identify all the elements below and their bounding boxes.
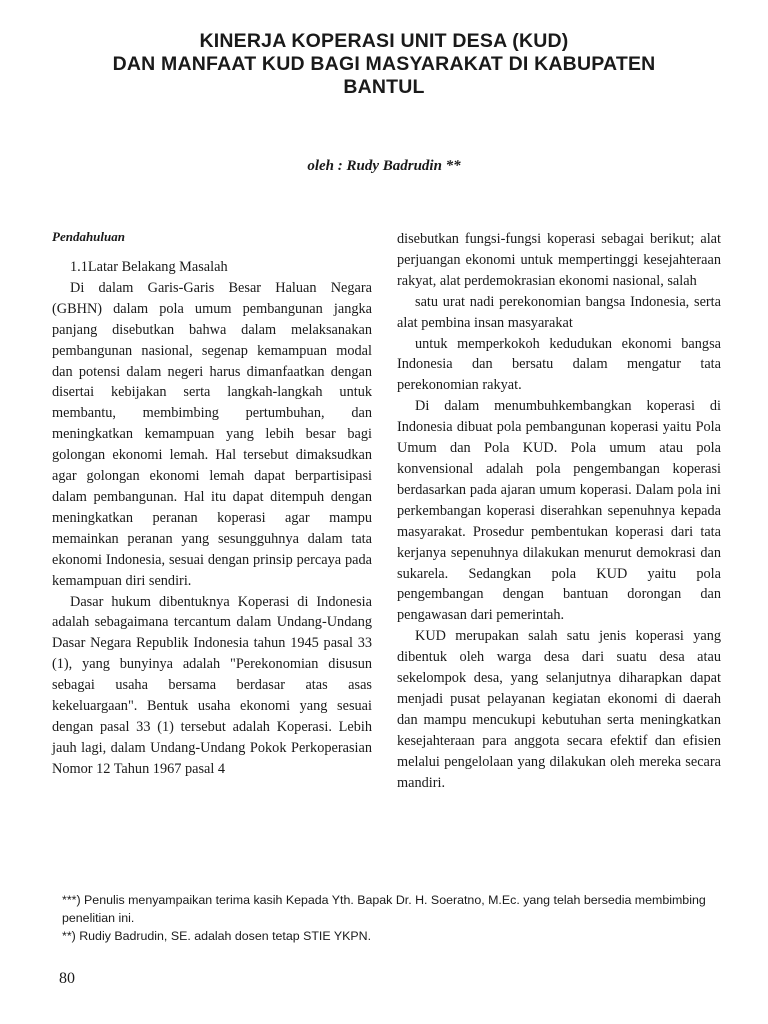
subsection-heading-latar-belakang: 1.1Latar Belakang Masalah	[70, 259, 228, 275]
page-number: 80	[59, 970, 75, 987]
footnotes	[62, 891, 732, 945]
right-column	[397, 229, 721, 793]
left-paragraph-1: Di dalam Garis-Garis Besar Haluan Negara (GBHN) dalam pola umum pembangunan jangka panjang disebutkan bahwa dalam melaksanakan pembangunan nasional, segenap kemampuan modal dan potensi dalam negeri harus dimanfaatkan dengan disertai kebijakan serta langkah-langkah untuk membantu, membimbing pertumbuhan, dan meningkatkan kemampuan yang lebih besar bagi golongan ekonomi lemah. Hal tersebut dimaksudkan agar golongan ekonomi lemah dapat berpartisipasi dalam pembangunan. Hal itu dapat ditempuh dengan meningkatkan peranan koperasi agar mampu memainkan peranan yang sesungguhnya dalam tata ekonomi Indonesia, sesuai dengan prinsip percaya pada kemampuan diri sendiri.	[52, 279, 372, 589]
footnote-1: ***) Penulis menyampaikan terima kasih Kepada Yth. Bapak Dr. H. Soeratno, M.Ec. yang telah bersedia membimbing penelitian ini.	[62, 893, 706, 925]
section-heading-pendahuluan: Pendahuluan	[52, 229, 125, 244]
right-paragraph-2: satu urat nadi perekonomian bangsa Indonesia, serta alat pembina insan masyarakat	[397, 293, 721, 331]
left-column	[52, 229, 372, 780]
right-paragraph-3: untuk memperkokoh kedudukan ekonomi bangsa Indonesia dan bersatu dalam mengatur tata perekonomian rakyat.	[397, 335, 721, 394]
footnote-2: **) Rudiy Badrudin, SE. adalah dosen tetap STIE YKPN.	[62, 929, 372, 943]
title-line-2: DAN MANFAAT KUD BAGI MASYARAKAT DI KABUPATEN	[112, 53, 656, 75]
title-line-1: KINERJA KOPERASI UNIT DESA (KUD)	[199, 30, 569, 52]
left-paragraph-2: Dasar hukum dibentuknya Koperasi di Indonesia adalah sebagaimana tercantum dalam Undang-Undang Dasar Negara Republik Indonesia tahun 1945 pasal 33 (1), yang bunyinya adalah "Perekonomian disusun sebagai usaha bersama berdasar atas asas kekeluargaan". Bentuk usaha ekonomi yang sesuai dengan pasal 33 (1) tersebut adalah Koperasi. Lebih jauh lagi, dalam Undang-Undang Pokok Perkoperasian Nomor 12 Tahun 1967 pasal 4	[52, 593, 372, 777]
title-line-3: BANTUL	[343, 76, 425, 98]
author-byline: oleh : Rudy Badrudin **	[307, 158, 461, 174]
right-paragraph-4: Di dalam menumbuhkembangkan koperasi di Indonesia dibuat pola pembangunan koperasi yaitu Pola Umum dan Pola KUD. Pola umum atau pola konvensional adalah pola pengembangan koperasi berdasarkan pada ajaran umum koperasi. Dalam pola ini perkembangan koperasi diserahkan sepenuhnya kepada masyarakat. Prosedur pembentukan koperasi dari tata kerjanya sepenuhnya dilakukan menurut demokrasi dan sukarela. Sedangkan pola KUD yaitu pola pengembangan dengan bantuan dorongan dan pengawasan dari pemerintah.	[397, 398, 721, 624]
right-paragraph-5: KUD merupakan salah satu jenis koperasi yang dibentuk oleh warga desa dari suatu desa atau sekelompok desa, yang selanjutnya diharapkan dapat menjadi pusat pelayanan kegiatan ekonomi di daerah dan mampu mencukupi kebutuhan serta meningkatkan kesejahteraan para anggota secara efektif dan efisien melalui pengelolaan yang dilakukan oleh mereka secara mandiri.	[397, 628, 721, 791]
right-paragraph-1: disebutkan fungsi-fungsi koperasi sebagai berikut; alat perjuangan ekonomi untuk mempertinggi kesejahteraan rakyat, alat perdemokrasian ekonomi nasional, salah	[397, 231, 721, 289]
article-title	[40, 30, 728, 99]
